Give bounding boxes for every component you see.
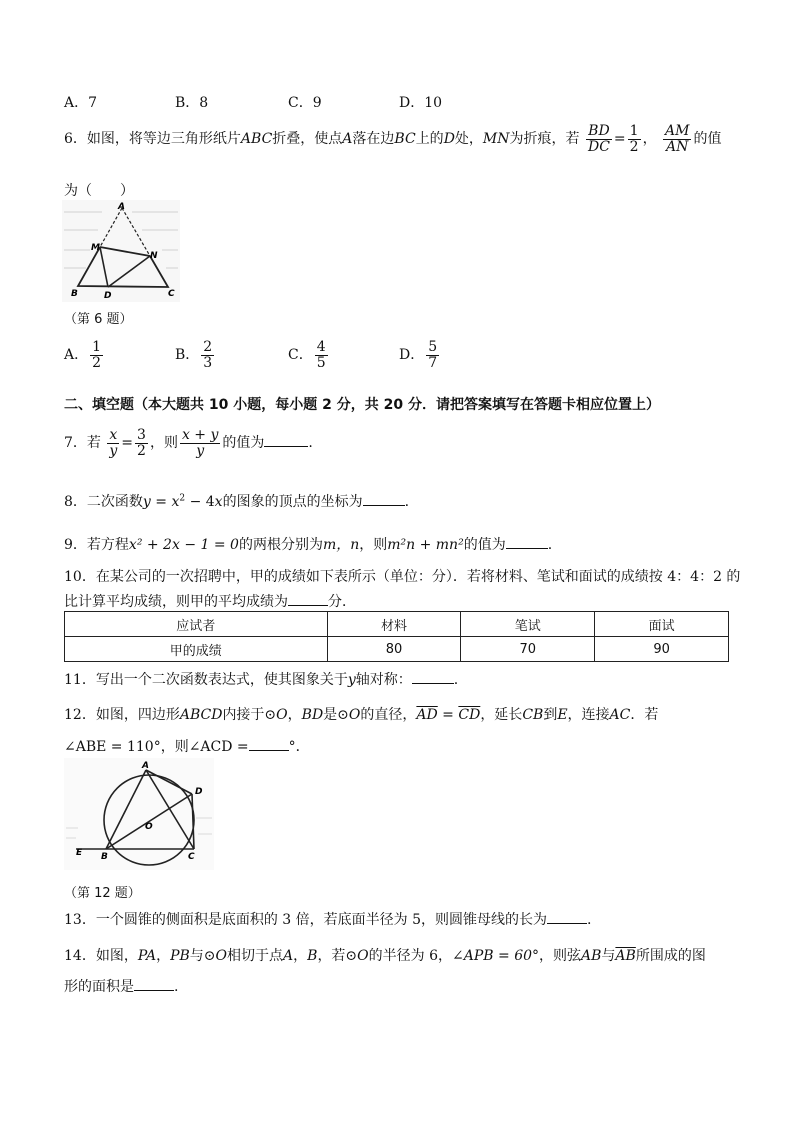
- q6-caption: （第 6 题）: [64, 312, 133, 327]
- q6-stem-line2: 为（ ）: [64, 183, 134, 199]
- q6-label-n: N: [150, 251, 158, 261]
- table-header-row: [65, 612, 729, 637]
- q6-option-d: D． $\frac{5}{7}$: [399, 339, 438, 371]
- q6-fraction-half: $\frac{1}{2}$: [629, 123, 639, 155]
- q6-fraction-am-an: $\frac{AM}{AN}$: [665, 123, 690, 155]
- q8: 8．二次函数$y = x^2 - 4x$的图象的顶点的坐标为 .: [64, 493, 410, 510]
- q11-answer-blank: [412, 671, 454, 684]
- score-table: [64, 611, 729, 662]
- q6-label-a: A: [118, 202, 125, 212]
- table-header-cell: 材料: [327, 612, 461, 637]
- table-cell: 90: [595, 637, 729, 662]
- q14-answer-blank: [134, 978, 174, 991]
- q9-answer-blank: [506, 536, 548, 549]
- q12-circle-figure: [64, 758, 214, 870]
- table-row: [65, 637, 729, 662]
- q6-option-b: B． $\frac{2}{3}$: [175, 339, 213, 371]
- q6-label-d: D: [104, 291, 112, 301]
- q6-label-c: C: [168, 289, 175, 299]
- table-cell: 甲的成绩: [65, 637, 328, 662]
- q7: 7．若 $\frac{x}{y}$ = $\frac{3}{2}$ ，则 $\frac{x + y}{y}$ 的值为 .: [64, 427, 313, 459]
- q6-option-a: A． $\frac{1}{2}$: [64, 339, 102, 371]
- q5-option-d: D．10: [399, 95, 443, 111]
- q13-answer-blank: [547, 911, 587, 924]
- arc-ab: $\overline{AB}$: [615, 948, 636, 964]
- q5-option-b: B．8: [175, 95, 209, 111]
- q6-label-b: B: [71, 289, 78, 299]
- arc-ad: $\overline{AD}$: [416, 707, 438, 723]
- q12-line1: 12．如图，四边形ABCD内接于⊙O，BD是⊙O的直径，$\overline{AD} = \overline{CD}$，延长CB到E，连接AC．若: [64, 707, 659, 723]
- q12-label-d: D: [195, 787, 203, 797]
- q10-line1: 10．在某公司的一次招聘中，甲的成绩如下表所示（单位：分）．若将材料、笔试和面试的成绩按 4：4：2 的: [64, 569, 741, 585]
- q12-label-e: E: [76, 848, 83, 858]
- section-heading: 二、填空题（本大题共 10 小题，每小题 2 分，共 20 分．请把答案填写在答题卡相应位置上）: [64, 397, 660, 413]
- q11: 11．写出一个二次函数表达式，使其图象关于y轴对称： .: [64, 672, 459, 688]
- q12-answer-blank: [249, 738, 289, 751]
- q8-answer-blank: [363, 493, 405, 506]
- q5-option-c: C．9: [288, 95, 322, 111]
- q12-label-b: B: [101, 852, 108, 862]
- q6-stem: 6．如图，将等边三角形纸片ABC折叠，使点A落在边BC上的D处，MN为折痕，若 $\frac{BD}{DC}$ = $\frac{1}{2}$ ， $\frac{AM}{AN}$ 的值: [64, 123, 722, 155]
- q5-option-a: A．7: [64, 95, 98, 111]
- table-cell: 80: [327, 637, 461, 662]
- q13: 13．一个圆锥的侧面积是底面积的 3 倍，若底面半径为 5，则圆锥母线的长为 .: [64, 912, 592, 928]
- q10-line2: 比计算平均成绩，则甲的平均成绩为 分．: [64, 594, 356, 610]
- q14-line2: 形的面积是 .: [64, 979, 179, 995]
- table-header-cell: 应试者: [65, 612, 328, 637]
- q6-fraction-bd-dc: $\frac{BD}{DC}$: [587, 123, 610, 155]
- q12-label-o: O: [145, 822, 153, 832]
- q6-triangle-figure: [62, 200, 180, 302]
- q12-label-c: C: [188, 852, 195, 862]
- table-cell: 70: [461, 637, 595, 662]
- q6-option-c: C． $\frac{4}{5}$: [288, 339, 326, 371]
- q7-answer-blank: [264, 434, 308, 447]
- table-header-cell: 面试: [595, 612, 729, 637]
- q12-label-a: A: [142, 761, 149, 771]
- q14-line1: 14．如图，PA，PB与⊙O相切于点A，B，若⊙O的半径为 6，∠APB = 60°，则弦AB与$\overline{AB}$所围成的图: [64, 948, 706, 964]
- q12-line2: ∠ABE = 110°，则∠ACD = °．: [64, 739, 310, 755]
- arc-cd: $\overline{CD}$: [458, 707, 481, 723]
- table-header-cell: 笔试: [461, 612, 595, 637]
- q6-label-m: M: [91, 243, 100, 253]
- q12-caption: （第 12 题）: [64, 886, 141, 901]
- q9: 9．若方程x² + 2x − 1 = 0的两根分别为m，n，则m²n + mn²的值为 .: [64, 537, 553, 553]
- q10-answer-blank: [288, 593, 328, 606]
